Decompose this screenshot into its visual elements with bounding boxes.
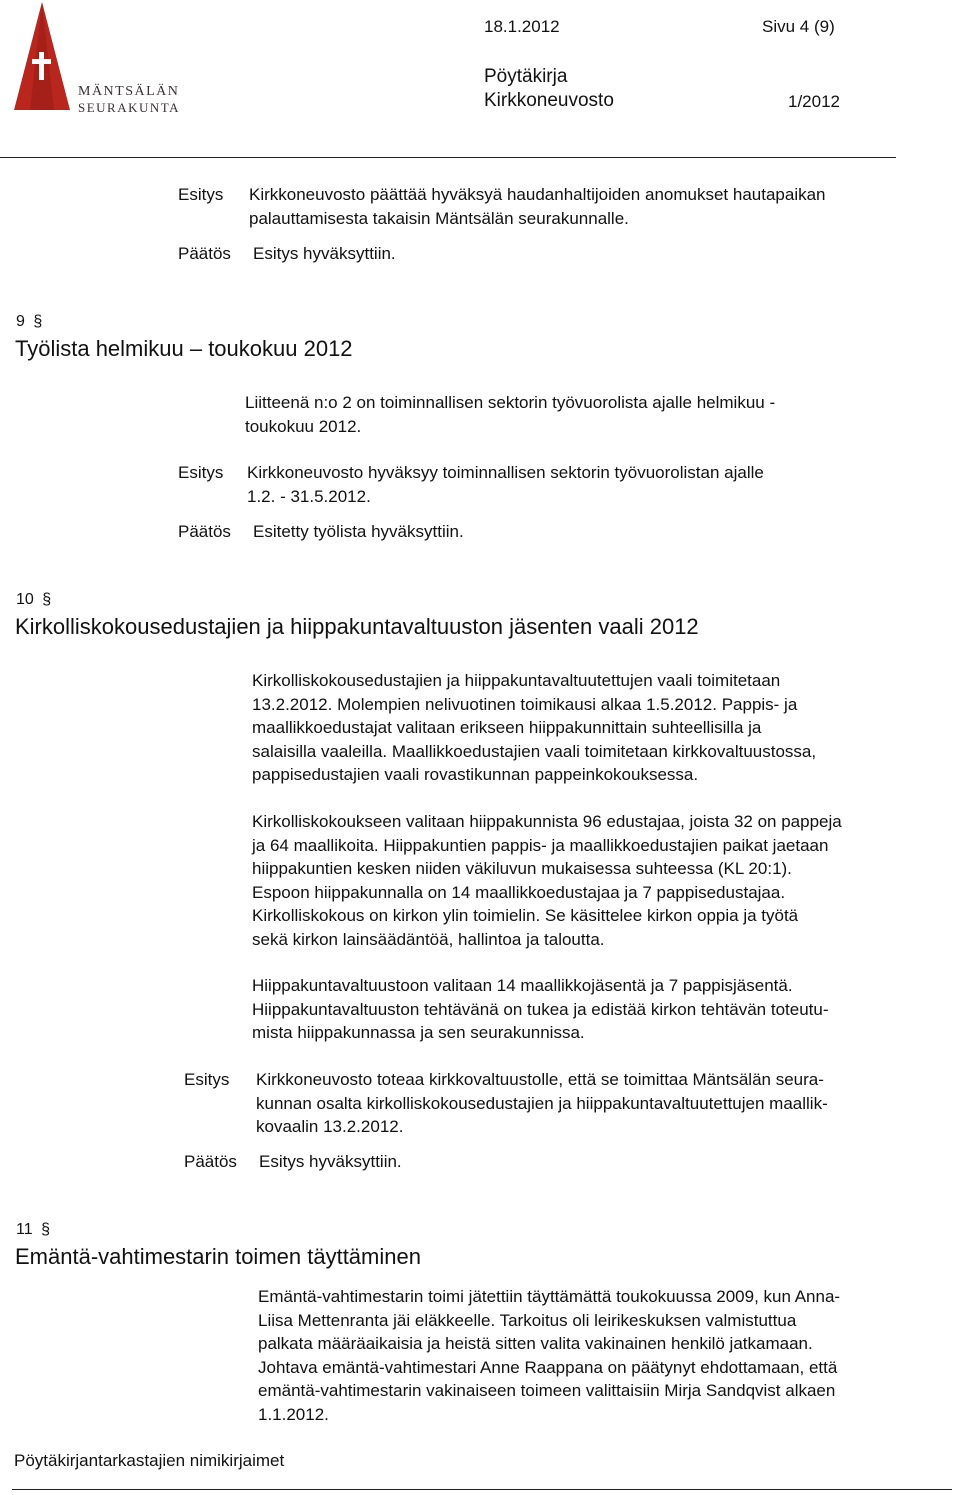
header-number: 1/2012 bbox=[788, 92, 840, 111]
section-sign-icon: § bbox=[33, 313, 43, 330]
header-rule bbox=[0, 157, 896, 158]
text-line: mista hiippakunnassa ja sen seurakunnissa. bbox=[252, 1023, 585, 1042]
text-line: Kirkkoneuvosto päättää hyväksyä haudanhaltijoiden anomukset hautapaikan bbox=[249, 185, 826, 204]
section-10-paragraph-1 bbox=[252, 669, 816, 787]
section-sign-icon: § bbox=[41, 1221, 50, 1238]
text-line: Liisa Mettenranta jäi eläkkeelle. Tarkoitus oli leirikeskuksen valmistuttua bbox=[258, 1310, 797, 1330]
header-date: 18.1.2012 bbox=[484, 17, 560, 36]
text-line: Kirkkoneuvosto toteaa kirkkovaltuustolle, että se toimittaa Mäntsälän seura- bbox=[256, 1070, 824, 1089]
text-line: Kirkolliskokous on kirkon ylin toimielin. Se käsittelee kirkon oppia ja työtä bbox=[252, 906, 799, 925]
section-9-paatos-label: Päätös bbox=[178, 522, 231, 541]
text-line: hiippakuntien kesken niiden väkiluvun mukaisessa suhteessa (KL 20:1). bbox=[252, 859, 792, 878]
text-line: Hiippakuntavaltuuston tehtävänä on tukea ja edistää kirkon tehtävän toteutu- bbox=[252, 999, 829, 1019]
section-9-body bbox=[245, 391, 775, 438]
logo-text-line2: SEURAKUNTA bbox=[78, 100, 181, 115]
section-10-title: Kirkolliskokousedustajien ja hiippakuntavaltuuston jäsenten vaali 2012 bbox=[15, 614, 699, 639]
top-esitys-label: Esitys bbox=[178, 185, 224, 204]
footer-rule bbox=[12, 1489, 952, 1490]
section-9-paatos-text: Esitetty työlista hyväksyttiin. bbox=[253, 522, 464, 541]
text-line: Liitteenä n:o 2 on toiminnallisen sektorin työvuorolista ajalle helmikuu - bbox=[245, 393, 776, 412]
top-paatos-label: Päätös bbox=[178, 244, 231, 263]
section-number: 9 bbox=[16, 313, 25, 330]
section-10-esitys-text bbox=[256, 1068, 828, 1139]
section-10-number bbox=[16, 591, 51, 609]
section-9-title: Työlista helmikuu – toukokuu 2012 bbox=[15, 336, 353, 361]
text-line: 1.2. - 31.5.2012. bbox=[247, 486, 371, 506]
text-line: Johtava emäntä-vahtimestari Anne Raappana on päätynyt ehdottamaan, että bbox=[258, 1357, 838, 1377]
text-line: emäntä-vahtimestarin vakinaiseen toimeen valittaisiin Mirja Sandqvist alkaen bbox=[258, 1381, 836, 1400]
section-9-esitys-label: Esitys bbox=[178, 463, 224, 482]
text-line: Kirkolliskokoukseen valitaan hiippakunnista 96 edustajaa, joista 32 on pappeja bbox=[252, 812, 842, 831]
text-line: 1.1.2012. bbox=[258, 1404, 329, 1424]
section-10-esitys-label: Esitys bbox=[184, 1070, 230, 1089]
text-line: Emäntä-vahtimestarin toimi jätettiin täyttämättä toukokuussa 2009, kun Anna- bbox=[258, 1287, 841, 1306]
header-body: Kirkkoneuvosto bbox=[484, 90, 614, 111]
section-9-number bbox=[16, 313, 42, 331]
section-10-paatos-text: Esitys hyväksyttiin. bbox=[259, 1152, 402, 1171]
text-line: Hiippakuntavaltuustoon valitaan 14 maallikkojäsentä ja 7 pappisjäsentä. bbox=[252, 976, 793, 995]
text-line: Kirkolliskokousedustajien ja hiippakuntavaltuutettujen vaali toimitetaan bbox=[252, 671, 781, 690]
text-line: kunnan osalta kirkolliskokousedustajien ja hiippakuntavaltuutettujen maallik- bbox=[256, 1093, 828, 1113]
section-11-body bbox=[258, 1285, 840, 1426]
section-number: 11 bbox=[16, 1221, 33, 1238]
text-line: palauttamisesta takaisin Mäntsälän seurakunnalle. bbox=[249, 208, 629, 228]
top-paatos-text: Esitys hyväksyttiin. bbox=[253, 244, 396, 263]
top-esitys-text bbox=[249, 183, 826, 230]
text-line: kovaalin 13.2.2012. bbox=[256, 1117, 404, 1136]
section-11-number bbox=[16, 1221, 50, 1239]
text-line: Espoon hiippakunnalla on 14 maallikkoedustajaa ja 7 pappisedustajaa. bbox=[252, 882, 786, 902]
section-sign-icon: § bbox=[42, 591, 52, 608]
text-line: pappisedustajien vaali rovastikunnan pappeinkokouksessa. bbox=[252, 765, 699, 784]
section-9-esitys-text bbox=[247, 461, 764, 508]
logo bbox=[12, 2, 187, 114]
text-line: toukokuu 2012. bbox=[245, 416, 362, 436]
section-10-paragraph-2 bbox=[252, 810, 842, 951]
section-number: 10 bbox=[16, 591, 34, 608]
text-line: sekä kirkon lainsäädäntöä, hallintoa ja taloutta. bbox=[252, 929, 605, 949]
section-10-paragraph-3 bbox=[252, 974, 829, 1045]
text-line: salaisilla vaaleilla. Maallikkoedustajien vaali toimitetaan kirkkovaltuustossa, bbox=[252, 741, 817, 761]
section-10-paatos-label: Päätös bbox=[184, 1152, 237, 1171]
church-logo-icon bbox=[12, 2, 72, 112]
text-line: maallikkoedustajat valitaan erikseen hiippakunnittain suhteellisilla ja bbox=[252, 718, 762, 737]
text-line: 13.2.2012. Molempien nelivuotinen toimikausi alkaa 1.5.2012. Pappis- ja bbox=[252, 694, 798, 714]
logo-text-line1: MÄNTSÄLÄN bbox=[78, 84, 180, 99]
header-doc-type: Pöytäkirja bbox=[484, 66, 568, 87]
section-11-title: Emäntä-vahtimestarin toimen täyttäminen bbox=[15, 1244, 421, 1269]
text-line: Kirkkoneuvosto hyväksyy toiminnallisen sektorin työvuorolistan ajalle bbox=[247, 463, 764, 482]
text-line: ja 64 maallikoita. Hiippakuntien pappis- ja maallikkoedustajien paikat jaetaan bbox=[252, 835, 829, 855]
footer-label: Pöytäkirjantarkastajien nimikirjaimet bbox=[14, 1451, 285, 1470]
header-page: Sivu 4 (9) bbox=[762, 17, 835, 36]
text-line: palkata määräaikaisia ja heistä sitten valita vakinainen henkilö jatkamaan. bbox=[258, 1334, 813, 1353]
